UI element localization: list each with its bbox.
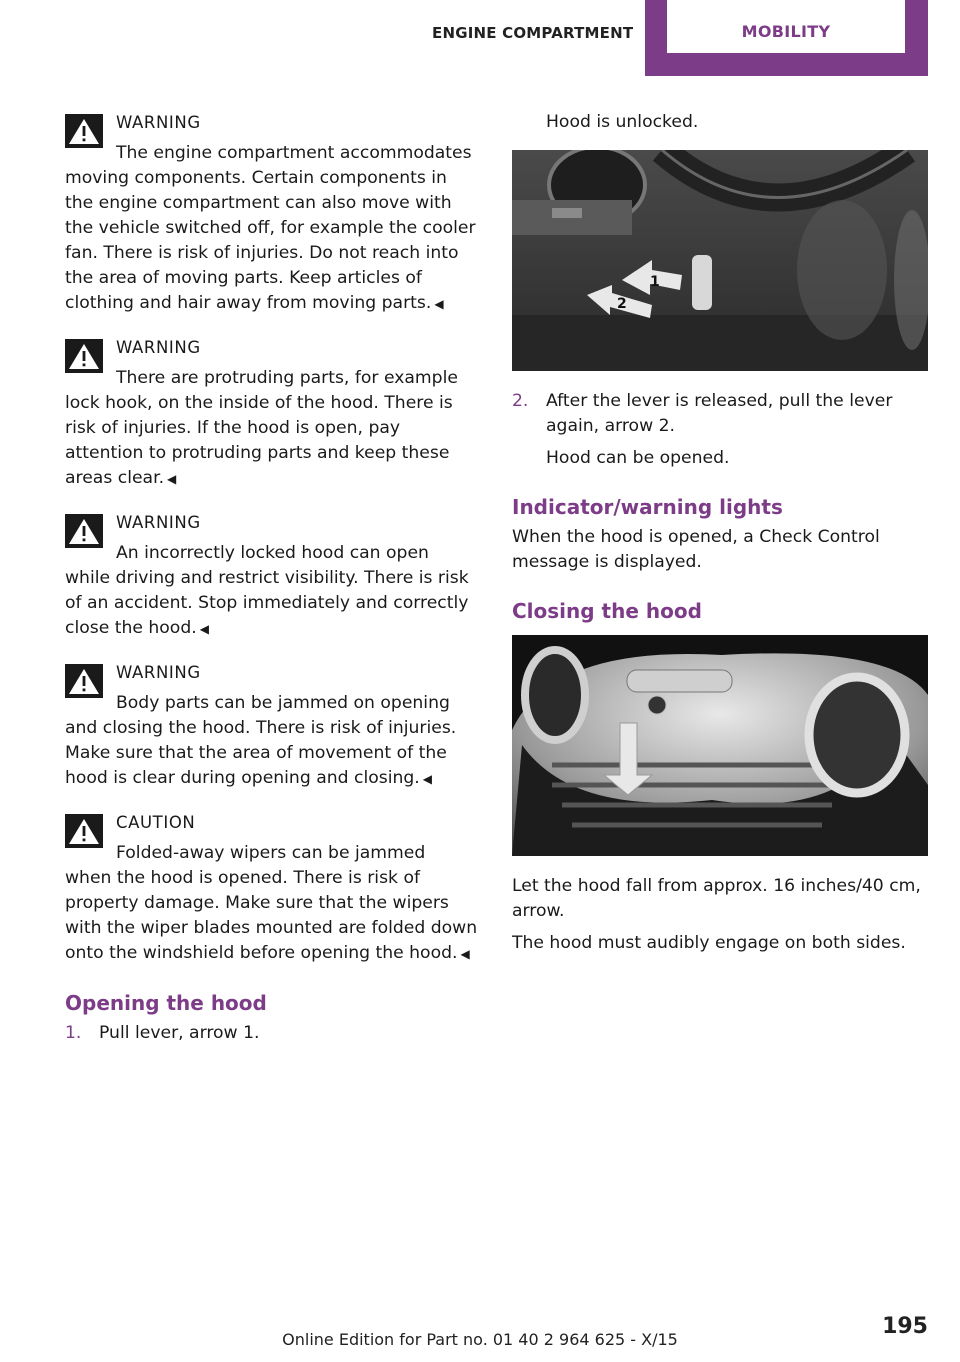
notice-first-line: Folded-away wipers can be jammed [116,843,426,863]
notice-body-text: lock hook, on the inside of the hood. There is risk of injuries. If the hood is open, pay attention to protruding parts and keep these areas clear. [65,393,453,488]
closing-hood-text-2: The hood must audibly engage on both sides. [512,933,906,953]
notice-body [65,716,478,792]
edition-footer: Online Edition for Part no. 01 40 2 964 625 - X/15 [282,1330,678,1349]
notice-label: WARNING [116,663,201,682]
closing-hood-illustration [512,635,928,856]
warning-triangle-icon [65,664,103,698]
notice-first-line: Body parts can be jammed on opening [116,693,450,713]
notice-first-line: There are protruding parts, for example [116,368,458,388]
notice-first-line: An incorrectly locked hood can open [116,543,429,563]
hood-release-lever-figure [512,150,928,371]
notice-body-text: when the hood is opened. There is risk of property damage. Make sure that the wipers with the wiper blades mounted are folded down onto the windshield before opening the hood. [65,868,478,963]
step-2 [512,389,928,439]
step-1-result: Hood is unlocked. [546,112,699,132]
left-column [65,110,478,1046]
closing-hood-heading: Closing the hood [512,599,702,623]
notice-label: CAUTION [116,813,196,832]
notice-body-text: moving components. Certain components in the engine compartment can also move with the vehicle switched off, for example the cooler fan. There is risk of injuries. Do not reach into the area of moving parts. Keep articles of clothing and hair away from moving parts. [65,168,476,313]
notice-label: WARNING [116,513,201,532]
notice-3 [65,510,478,642]
indicator-lights-heading: Indicator/warning lights [512,495,783,519]
notice-body [65,866,478,967]
hood-release-lever-illustration [512,150,928,371]
closing-hood-text-1: Let the hood fall from approx. 16 inches/40 cm, arrow. [512,876,921,921]
step-2-number: 2. [512,391,529,411]
warning-triangle-icon [65,514,103,548]
notice-body [65,166,478,317]
end-of-notice-icon: ◀ [422,772,432,786]
page-number: 195 [882,1314,928,1339]
chapter-tab-inner [667,0,905,53]
arrow-label-1: 1 [650,274,660,290]
warning-triangle-icon [65,114,103,148]
closing-hood-figure [512,635,928,856]
step-2-text: After the lever is released, pull the lever again, arrow 2. [546,391,893,436]
step-2-result: Hood can be opened. [546,448,730,468]
indicator-lights-text: When the hood is opened, a Check Control message is displayed. [512,527,880,572]
notice-body [65,391,478,492]
warning-triangle-icon [65,339,103,373]
step-1 [65,1021,478,1046]
end-of-notice-icon: ◀ [434,297,444,311]
end-of-notice-icon: ◀ [199,622,209,636]
end-of-notice-icon: ◀ [167,472,177,486]
notice-label: WARNING [116,338,201,357]
step-1-number: 1. [65,1023,82,1043]
notice-4 [65,660,478,792]
notice-body-text: while driving and restrict visibility. There is risk of an accident. Stop immediately and correctly close the hood. [65,568,469,638]
notice-5 [65,810,478,967]
notice-first-line: The engine compartment accommodates [116,143,472,163]
notice-2 [65,335,478,492]
running-header-section: ENGINE COMPARTMENT [432,24,634,42]
notice-label: WARNING [116,113,201,132]
chapter-tab [645,0,928,76]
notices-list [65,110,478,967]
arrow-label-2: 2 [617,296,627,312]
notice-body [65,566,478,642]
notice-1 [65,110,478,317]
notice-body-text: and closing the hood. There is risk of injuries. Make sure that the area of movement of the hood is clear during opening and closing. [65,718,457,788]
warning-triangle-icon [65,814,103,848]
right-column [512,110,928,963]
chapter-tab-label: MOBILITY [741,22,831,41]
step-1-text: Pull lever, arrow 1. [99,1023,260,1043]
opening-hood-heading: Opening the hood [65,991,267,1015]
end-of-notice-icon: ◀ [460,947,470,961]
